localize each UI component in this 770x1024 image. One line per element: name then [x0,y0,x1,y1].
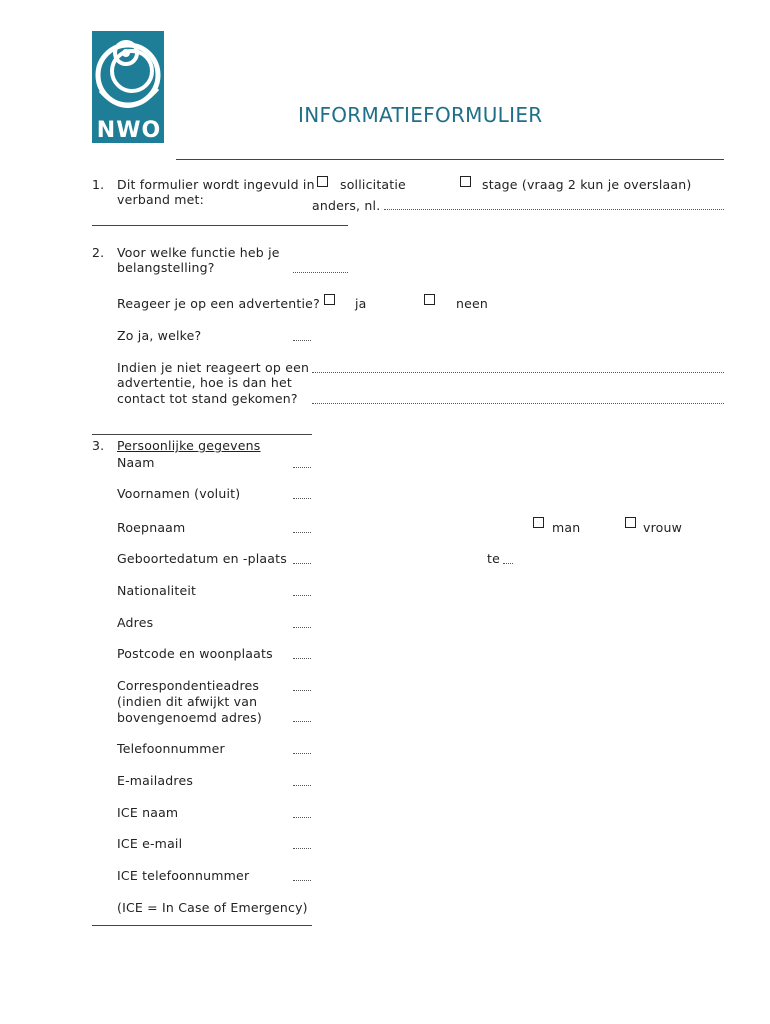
page-title: INFORMATIEFORMULIER [298,103,543,127]
label-sollicitatie: sollicitatie [340,177,406,192]
field-nationaliteit[interactable] [293,595,311,596]
nationaliteit-label: Nationaliteit [117,583,197,598]
geboorte-label: Geboortedatum en -plaats [117,551,287,566]
field-ice-email[interactable] [293,848,311,849]
checkbox-ja[interactable] [324,294,335,305]
section-1-question-line2: verband met: [117,192,205,207]
nwo-logo [92,31,164,143]
section-3-divider [92,925,312,926]
section-2-number: 2. [92,245,105,260]
field-correspondentie-line2[interactable] [293,721,311,722]
section-1-divider [92,225,348,226]
naam-label: Naam [117,455,155,470]
functie-label-line2: belangstelling? [117,260,215,275]
field-correspondentie-line1[interactable] [293,690,311,691]
ice-telefoon-label: ICE telefoonnummer [117,868,250,883]
field-postcode[interactable] [293,658,311,659]
field-contact-line1[interactable] [312,372,724,373]
field-geboortedatum[interactable] [293,563,311,564]
field-geboorteplaats[interactable] [503,563,513,564]
title-divider [176,159,724,160]
field-naam[interactable] [293,467,311,468]
te-label: te [487,551,500,566]
label-neen: neen [456,296,489,311]
field-voornamen[interactable] [293,498,311,499]
email-label: E-mailadres [117,773,194,788]
section-2-divider [92,434,312,435]
postcode-label: Postcode en woonplaats [117,646,273,661]
checkbox-stage[interactable] [460,176,471,187]
field-anders[interactable] [384,209,724,210]
contact-label-line1: Indien je niet reageert op een [117,360,310,375]
field-telefoon[interactable] [293,753,311,754]
checkbox-neen[interactable] [424,294,435,305]
checkbox-vrouw[interactable] [625,517,636,528]
welke-label: Zo ja, welke? [117,328,202,343]
functie-label-line1: Voor welke functie heb je [117,245,280,260]
field-functie[interactable] [293,272,348,273]
section-1-number: 1. [92,177,105,192]
ice-naam-label: ICE naam [117,805,179,820]
section-1-question-line1: Dit formulier wordt ingevuld in [117,177,315,192]
field-contact-line2[interactable] [312,403,724,404]
checkbox-man[interactable] [533,517,544,528]
label-vrouw: vrouw [643,520,683,535]
voornamen-label: Voornamen (voluit) [117,486,241,501]
label-anders: anders, nl. [312,198,381,213]
roepnaam-label: Roepnaam [117,520,186,535]
field-welke[interactable] [293,340,311,341]
section-3-heading: Persoonlijke gegevens [117,438,261,453]
ice-email-label: ICE e-mail [117,836,183,851]
label-ja: ja [355,296,367,311]
label-man: man [552,520,581,535]
nwo-logo-text: NWO [96,118,162,143]
checkbox-sollicitatie[interactable] [317,176,328,187]
contact-label-line3: contact tot stand gekomen? [117,391,298,406]
section-3-number: 3. [92,438,105,453]
adres-label: Adres [117,615,154,630]
field-email[interactable] [293,785,311,786]
ice-note: (ICE = In Case of Emergency) [117,900,308,915]
advertentie-label: Reageer je op een advertentie? [117,296,320,311]
field-adres[interactable] [293,627,311,628]
telefoon-label: Telefoonnummer [117,741,225,756]
field-roepnaam[interactable] [293,532,311,533]
correspondentie-label-line3: bovengenoemd adres) [117,710,262,725]
label-stage: stage (vraag 2 kun je overslaan) [482,177,692,192]
field-ice-naam[interactable] [293,817,311,818]
field-ice-telefoon[interactable] [293,880,311,881]
correspondentie-label-line2: (indien dit afwijkt van [117,694,258,709]
correspondentie-label-line1: Correspondentieadres [117,678,260,693]
contact-label-line2: advertentie, hoe is dan het [117,375,292,390]
